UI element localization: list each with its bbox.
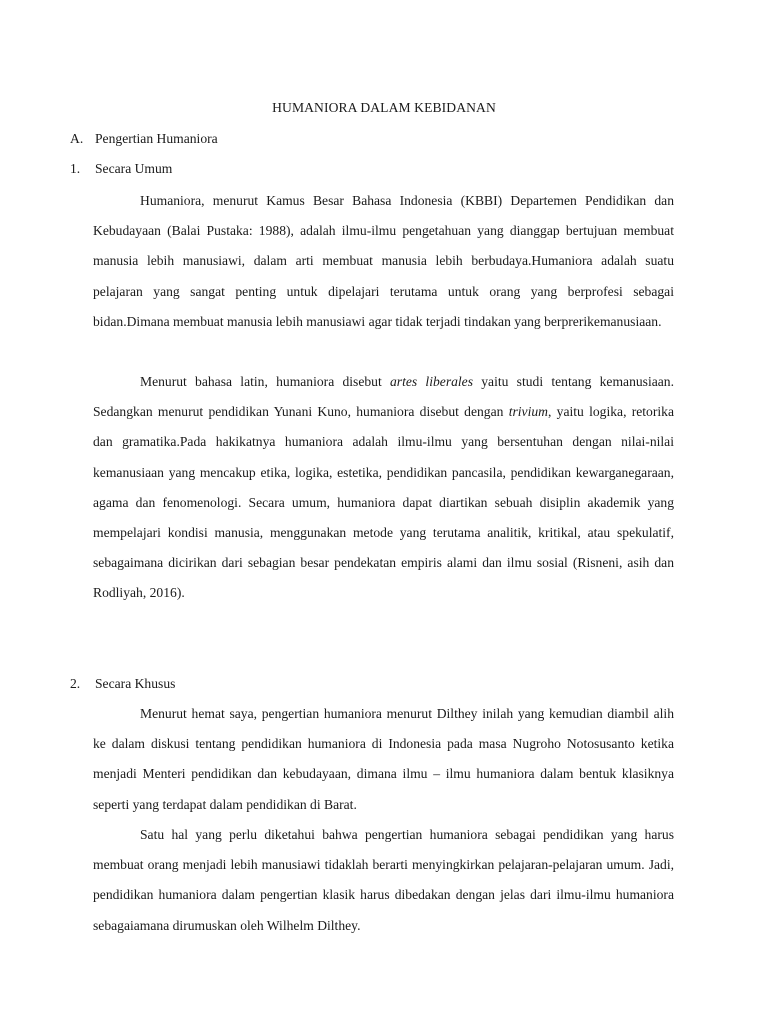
paragraph-2-artes-liberales: artes liberales (390, 374, 474, 389)
paragraph-2 (93, 367, 674, 609)
page-title: HUMANIORA DALAM KEBIDANAN (272, 100, 496, 115)
paragraph-2-trivium: trivium (508, 404, 548, 420)
subsection-2-heading (70, 676, 175, 692)
section-a-marker: A. (70, 131, 84, 146)
subsection-2-marker: 2. (70, 676, 81, 691)
paragraph-2-part-a: Menurut bahasa latin, humaniora disebut (140, 374, 390, 389)
section-a-label: Pengertian Humaniora (95, 131, 218, 146)
paragraph-4: Satu hal yang perlu diketahui bahwa pengertian humaniora sebagai pendidikan yang harus membuat orang menjadi lebih manusiawi tidaklah berarti menyingkirkan pelajaran-pelajaran umum. Jadi, pendidikan humaniora dalam pengertian klasik harus dibedakan dengan jelas dari ilmu-ilmu humaniora sebagaiamana dirumuskan oleh Wilhelm Dilthey. (93, 827, 674, 933)
subsection-1-heading (70, 161, 172, 177)
subsection-1-label: Secara Umum (95, 161, 173, 176)
subsection-2-label: Secara Khusus (95, 676, 176, 691)
paragraph-2-part-b: yaitu studi tentang kemanusiaan. Sedangkan menurut pendidikan Yunani Kuno, humaniora disebut dengan (93, 374, 674, 420)
paragraph-2-part-c: , yaitu logika, retorika dan gramatika.Pada hakikatnya humaniora adalah ilmu-ilmu yang bersentuhan dengan nilai-nilai kemanusiaan yang mencakup etika, logika, estetika, pendidikan pancasila, pendidikan kewarganegaraan, agama dan fenomenologi. Secara umum, humaniora dapat diartikan sebuah disiplin akademik yang mempelajari kondisi manusia, menggunakan metode yang terutama analitik, kritikal, atau spekulatif, sebagaimana dicirikan dari sebagian besar pendekatan empiris alami dan ilmu sosial (Risneni, asih dan Rodliyah, 2016). (93, 404, 674, 601)
paragraph-1: Humaniora, menurut Kamus Besar Bahasa Indonesia (KBBI) Departemen Pendidikan dan Kebudayaan (Balai Pustaka: 1988), adalah ilmu-ilmu pengetahuan yang dianggap bertujuan membuat manusia lebih manusiawi, dalam arti membuat manusia lebih berbudaya.Humaniora adalah suatu pelajaran yang sangat penting untuk dipelajari terutama untuk orang yang berprofesi sebagai bidan.Dimana membuat manusia lebih manusiawi agar tidak terjadi tindakan yang berprerikemanusiaan. (93, 193, 674, 329)
paragraph-3: Menurut hemat saya, pengertian humaniora menurut Dilthey inilah yang kemudian diambil alih ke dalam diskusi tentang pendidikan humaniora di Indonesia pada masa Nugroho Notosusanto ketika menjadi Menteri pendidikan dan kebudayaan, dimana ilmu – ilmu humaniora dalam bentuk klasiknya seperti yang terdapat dalam pendidikan di Barat. (93, 706, 674, 812)
subsection-1-marker: 1. (70, 161, 81, 176)
section-a-heading (70, 131, 218, 147)
